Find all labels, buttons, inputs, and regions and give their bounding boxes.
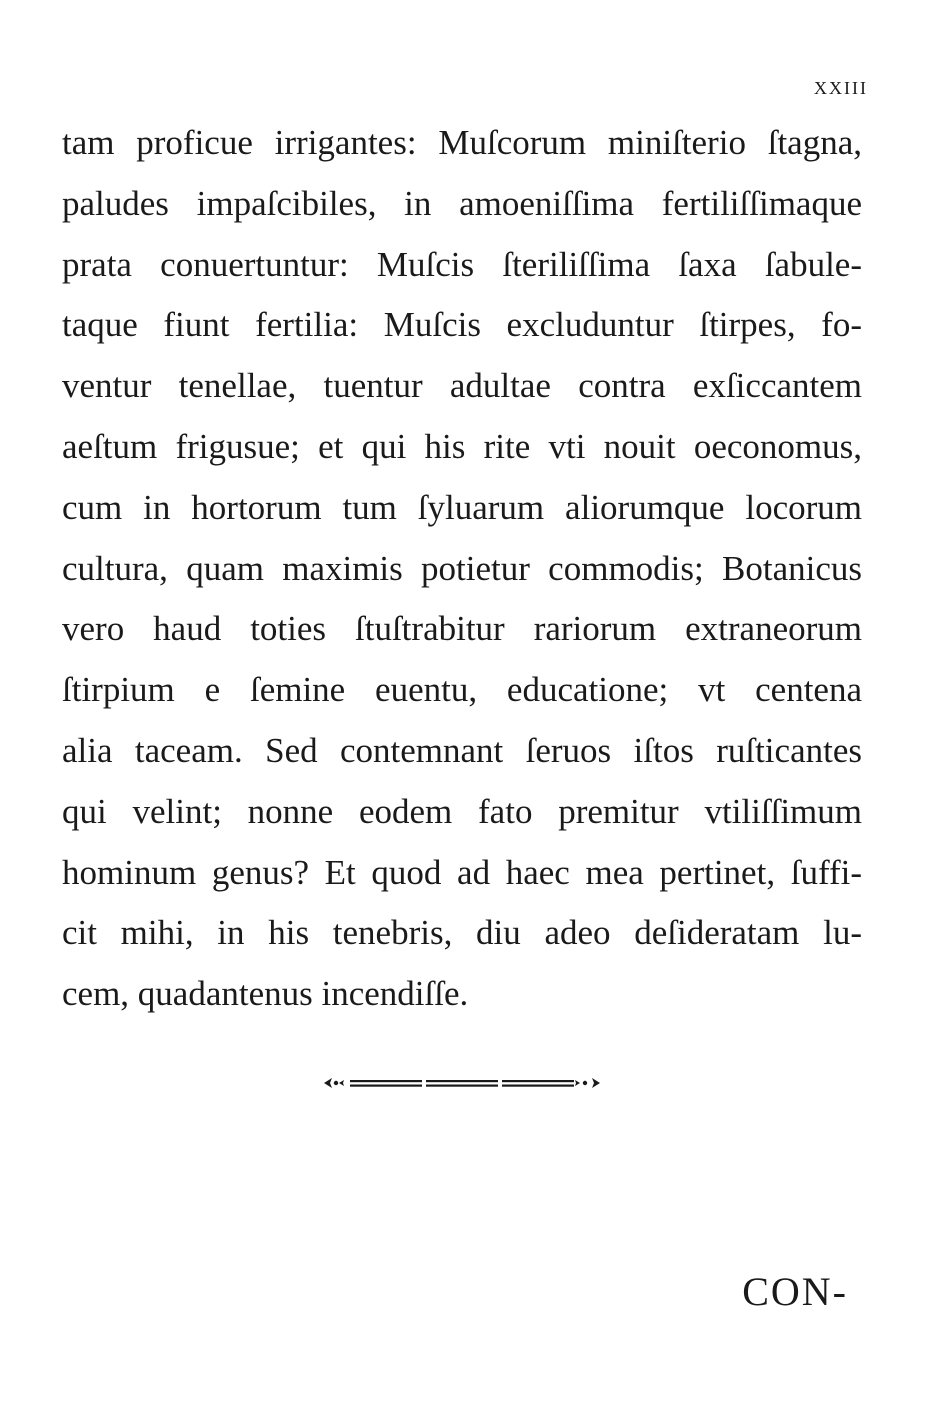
text-line: ſtirpium e ſemine euentu, educatione; vt centena <box>62 670 862 710</box>
text-line: cit mihi, in his tenebris, diu adeo deſideratam lu- <box>62 913 862 953</box>
text-line: qui velint; nonne eodem fato premitur vtiliſſimum <box>62 791 862 831</box>
text-line: cultura, quam maximis potietur commodis; Botanicus <box>62 548 862 588</box>
text-line: aeſtum frigusue; et qui his rite vti nouit oeconomus, <box>62 426 862 466</box>
text-line: alia taceam. Sed contemnant ſeruos iſtos ruſticantes <box>62 730 862 770</box>
fleuron-left-icon <box>324 1078 344 1088</box>
body-text <box>62 118 862 1030</box>
text-line: hominum genus? Et quod ad haec mea pertinet, ſuffi- <box>62 852 862 892</box>
text-line: vero haud toties ſtuſtrabitur rariorum extraneorum <box>62 609 862 649</box>
text-line: prata conuertuntur: Muſcis ſteriliſſima ſaxa ſabule- <box>62 244 862 284</box>
ornamental-divider <box>322 1072 602 1094</box>
text-line: taque fiunt fertilia: Muſcis excluduntur ſtirpes, fo- <box>62 305 862 345</box>
catchword: CON- <box>742 1269 848 1314</box>
fleuron-right-icon <box>575 1078 600 1088</box>
text-line: ventur tenellae, tuentur adultae contra exſiccantem <box>62 366 862 406</box>
text-line: cem, quadantenus incendiſſe. <box>62 974 469 1014</box>
text-line: cum in hortorum tum ſyluarum aliorumque locorum <box>62 487 862 527</box>
page-number: XXIII <box>814 78 868 98</box>
text-line: tam proficue irrigantes: Muſcorum miniſterio ſtagna, <box>62 123 862 162</box>
text-line: paludes impaſcibiles, in amoeniſſima fertiliſſimaque <box>62 183 862 223</box>
